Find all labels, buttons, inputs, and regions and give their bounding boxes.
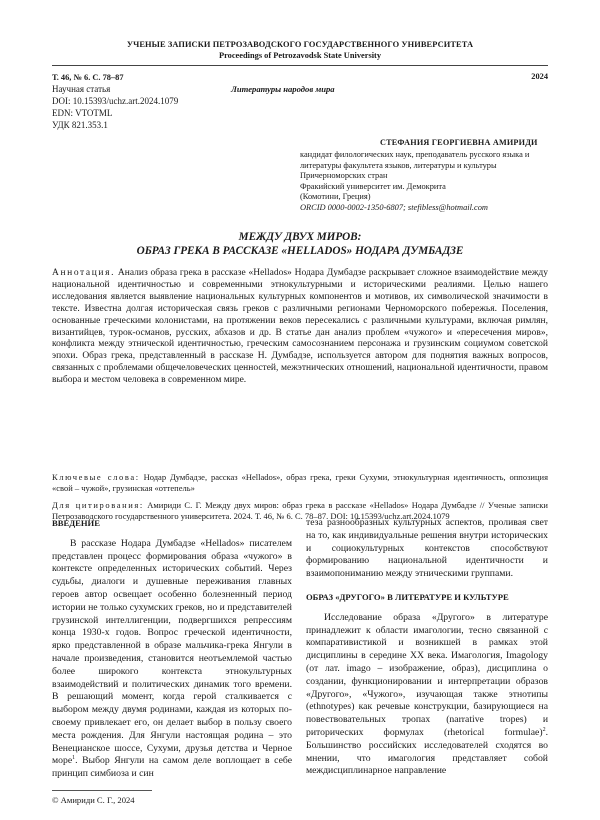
abstract-text: Анализ образа грека в рассказе «Hellados» Нодара Думбадзе раскрывает сложное взаимодействие между национальной идентичностью и современными этнокультурными и историческими реалиями. Целью нашего исследования является выявление национальных культурных компонентов и мотивов, их символической значимости в тексте. Известна долгая историческая связь греков с различными регионами Черноморского побережья. Поселения, основанные греческими колонистами, на протяжении веков пересекались с различными культурами, включая римлян, византийцев, турок-османов, русских, абхазов и др. В статье дан анализ проблем «чужого» и «пересечения миров», конфликта между этнической идентичностью, греческим самосознанием персонажа и грузинским социумом советской эпохи. Образ грека, представленный в рассказе Н. Думбадзе, используется автором для поднятия важных вопросов, связанных с проблемами общечеловеческих ценностей, межэтнических отношений, национальной идентичности, правом выбора и местом человека в современном мире. [52, 268, 548, 386]
journal-title-ru: УЧЕНЫЕ ЗАПИСКИ ПЕТРОЗАВОДСКОГО ГОСУДАРСТВЕННОГО УНИВЕРСИТЕТА [126, 40, 474, 49]
journal-title-en: Proceedings of Petrozavodsk State University [218, 51, 382, 60]
header-divider [52, 65, 548, 66]
intro-text-a: В рассказе Нодара Думбадзе «Hellados» писателем представлен процесс формирования образа «чужого» в контексте определенных исторических событий. Через судьбы, диалоги и душевные переживания главных героев автор освещает особенно болезненный период истории не только сухумских греков, но и представителей грузинской интеллигенции, подвергшихся репрессиям конца 1930-х годов. Вопрос греческой идентичности, ярко представленной в образе мальчика-грека Янгули в начале произведения, становится неотъемлемой частью более широкого контекста этнокультурных взаимодействий и политических динамик того времени. В решающий момент, когда герой сталкивается с выбором между двумя родинами, каждая из которых по-своему привлекает его, он делает выбор в пользу своего места рождения. Для Янгули настоящая родина – это Венецианское шоссе, Сухуми, друзья детства и Черное море [52, 537, 292, 767]
citation-label: Для цитирования: [52, 500, 144, 510]
citation-text: Амириди С. Г. Между двух миров: образ грека в рассказе «Hellados» Нодара Думбадзе // Ученые записки Петрозаводского государственного университета. 2024. Т. 46, № 6. С. 78–87. DOI: 10.15393/uchz.art.2024.1079 [52, 500, 548, 521]
right-column [306, 517, 548, 778]
article-type: Научная статья [52, 84, 111, 94]
keywords [52, 472, 548, 494]
abstract [52, 268, 548, 387]
author-contact: ORCID 0000-0002-1350-6807; stefibless@hotmail.com [300, 202, 488, 212]
author-info [300, 150, 550, 214]
doi: DOI: 10.15393/uchz.art.2024.1079 [52, 96, 179, 106]
keywords-text: Нодар Думбадзе, рассказ «Hellados», образ грека, греки Сухуми, этнокультурная идентичность, оппозиция «свой – чужой», грузинская «оттепель» [52, 472, 548, 493]
article-title-line1: МЕЖДУ ДВУХ МИРОВ: [238, 231, 362, 243]
left-column [52, 517, 292, 781]
year: 2024 [531, 72, 548, 81]
author-name: СТЕФАНИЯ ГЕОРГИЕВНА АМИРИДИ [380, 138, 538, 147]
section-heading-intro: ВВЕДЕНИЕ [52, 518, 100, 528]
footnote-ref-1: 1 [72, 755, 76, 762]
author-university: Фракийский университет им. Демокрита [300, 181, 446, 191]
other-paragraph [306, 612, 548, 778]
abstract-label: Аннотация. [52, 268, 116, 278]
footnote-divider [52, 790, 152, 791]
article-title-line2: ОБРАЗ ГРЕКА В РАССКАЗЕ «HELLADOS» НОДАРА ДУМБАДЗЕ [136, 245, 464, 257]
keywords-label: Ключевые слова: [52, 472, 140, 482]
other-text-a: Исследование образа «Другого» в литературе принадлежит к области имагологии, тесно связанной с компаративистикой и возникшей в рамках этой дисциплины в середине XX века. Имагология, Imagology (от лат. imago – изображение, образ), дисциплина о создании, функционировании и интерпретации образов «Другого», «Чужого», изучающая также этнотипы (ethnotypes) как речевые конструкции, базирующиеся на повествовательных тропах (narrative tropes) и риторических формулах (rhetorical formulae) [306, 611, 548, 738]
author-affiliation: кандидат филологических наук, преподаватель русского языка и литературы факультета языков, литературы и культуры Причерноморских стран [300, 150, 530, 181]
volume-info: Т. 46, № 6. С. 78–87 [52, 73, 124, 82]
copyright: © Амириди С. Г., 2024 [52, 795, 135, 805]
other-text-b: . Большинство российских исследователей сходятся во мнении, что имагология представляет собой междисциплинарное направление [306, 726, 548, 777]
edn: EDN: VTOTML [52, 108, 113, 118]
intro-paragraph [52, 538, 292, 781]
intro-text-b: . Выбор Янгули на самом деле воплощает в себе принцип симбиоза и син [52, 755, 292, 780]
section-heading-other: ОБРАЗ «ДРУГОГО» В ЛИТЕРАТУРЕ И КУЛЬТУРЕ [306, 591, 509, 602]
author-city: (Комотини, Греция) [300, 192, 371, 202]
footnote-ref-2: 2 [542, 726, 546, 733]
intro-continuation: теза разнообразных культурных аспектов, проливая свет на то, как индивидуальные решения внутри исторических и социокультурных контекстов способствуют формированию национальной идентичности и взаимопониманию между этническими группами. [306, 517, 548, 580]
section-name: Литературы народов мира [231, 84, 335, 94]
udk: УДК 821.353.1 [52, 120, 108, 130]
